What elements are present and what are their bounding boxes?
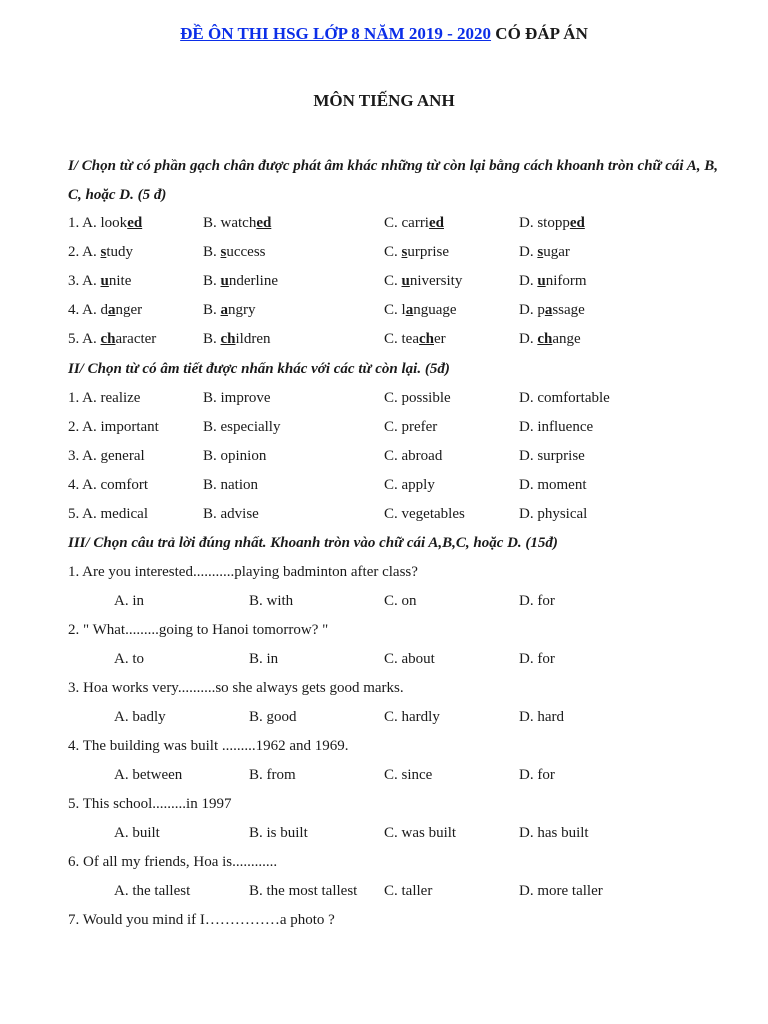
question-text: 6. Of all my friends, Hoa is............ [68, 854, 278, 870]
option-text: nger [115, 302, 143, 318]
underlined-part: ch [537, 331, 553, 347]
answer-option: B. opinion [203, 448, 267, 464]
option-text: ildren [235, 331, 271, 347]
options-row [114, 877, 714, 906]
underlined-part: s [401, 244, 408, 260]
option-text: 1. A. look [68, 215, 128, 231]
answer-option: D. for [519, 651, 555, 667]
answer-option: C. taller [384, 883, 433, 899]
answer-option: D. hard [519, 709, 564, 725]
answer-option [519, 325, 581, 354]
options-row [114, 587, 714, 616]
option-text: D. p [519, 302, 545, 318]
option-text: D. [519, 273, 538, 289]
answer-option: C. possible [384, 390, 451, 406]
answer-option: C. was built [384, 825, 457, 841]
option-text: urprise [407, 244, 450, 260]
underlined-part: ch [220, 331, 236, 347]
option-text: B. [203, 331, 221, 347]
subject-title: MÔN TIẾNG ANH [313, 91, 455, 110]
answer-option: C. about [384, 651, 435, 667]
option-text: uccess [226, 244, 266, 260]
answer-option: D. surprise [519, 448, 585, 464]
answer-option: 2. A. important [68, 419, 159, 435]
answer-option: B. the most tallest [249, 883, 358, 899]
answer-option: 1. A. realize [68, 390, 141, 406]
answer-option: A. badly [114, 709, 166, 725]
option-text: C. [384, 244, 402, 260]
option-text: D. [519, 244, 538, 260]
answer-option [384, 238, 449, 267]
section2-row [68, 442, 748, 471]
option-text: ngry [228, 302, 256, 318]
option-text: tudy [106, 244, 134, 260]
options-row [114, 703, 714, 732]
answer-option: C. prefer [384, 419, 438, 435]
answer-option: C. abroad [384, 448, 443, 464]
option-text: aracter [115, 331, 157, 347]
answer-option: C. on [384, 593, 417, 609]
option-text: niform [545, 273, 587, 289]
underlined-part: ch [419, 331, 434, 347]
answer-option: B. good [249, 709, 297, 725]
option-text: D. stopp [519, 215, 570, 231]
section2-row [68, 384, 748, 413]
answer-option: D. for [519, 767, 555, 783]
answer-option [384, 296, 457, 325]
question-text: 3. Hoa works very..........so she always gets good marks. [68, 680, 404, 696]
answer-option: C. hardly [384, 709, 440, 725]
underlined-part: u [220, 273, 229, 289]
answer-option: A. in [114, 593, 144, 609]
options-row [114, 645, 714, 674]
underlined-part: ed [428, 215, 444, 231]
answer-option: A. to [114, 651, 144, 667]
option-text: B. [203, 302, 221, 318]
answer-option [203, 238, 266, 267]
option-text: B. [203, 244, 221, 260]
section2-heading: II/ Chọn từ có âm tiết được nhấn khác với các từ còn lại. (5đ) [68, 361, 450, 377]
answer-option [68, 296, 142, 325]
answer-option: 5. A. medical [68, 506, 148, 522]
answer-option [68, 267, 131, 296]
option-text: nguage [413, 302, 457, 318]
answer-option [384, 325, 446, 354]
section3-heading: III/ Chọn câu trả lời đúng nhất. Khoanh tròn vào chữ cái A,B,C, hoặc D. (15đ) [68, 535, 558, 551]
underlined-part: ed [127, 215, 143, 231]
answer-option [68, 209, 142, 238]
option-text: 2. A. [68, 244, 101, 260]
answer-option: D. more taller [519, 883, 603, 899]
option-text: nderline [228, 273, 279, 289]
answer-option: B. advise [203, 506, 259, 522]
underlined-part: ed [569, 215, 585, 231]
answer-option: A. the tallest [114, 883, 191, 899]
underlined-part: a [108, 302, 116, 318]
answer-option [384, 267, 462, 296]
option-text: 5. A. [68, 331, 101, 347]
answer-option: 4. A. comfort [68, 477, 148, 493]
answer-option: D. for [519, 593, 555, 609]
underlined-part: u [401, 273, 410, 289]
answer-option: B. is built [249, 825, 308, 841]
answer-option [384, 209, 444, 238]
option-text: nite [108, 273, 132, 289]
section1-row [68, 296, 748, 325]
answer-option: D. influence [519, 419, 594, 435]
option-text: er [434, 331, 446, 347]
section1-row [68, 267, 748, 296]
document-title [0, 24, 768, 44]
underlined-part: ed [256, 215, 272, 231]
answer-option [68, 325, 156, 354]
answer-option [519, 296, 585, 325]
option-text: D. [519, 331, 538, 347]
underlined-part: a [544, 302, 553, 318]
underlined-part: ch [100, 331, 116, 347]
answer-option: B. in [249, 651, 279, 667]
option-text: B. watch [203, 215, 257, 231]
title-suffix: CÓ ĐÁP ÁN [495, 24, 588, 43]
options-row [114, 761, 714, 790]
answer-option: B. especially [203, 419, 281, 435]
answer-option [203, 209, 271, 238]
question-text: 5. This school.........in 1997 [68, 796, 232, 812]
underlined-part: s [100, 244, 107, 260]
question-text: 7. Would you mind if I……………a photo ? [68, 912, 335, 928]
answer-option: D. moment [519, 477, 587, 493]
section1-row [68, 238, 748, 267]
option-text: C. carri [384, 215, 429, 231]
underlined-part: s [220, 244, 227, 260]
answer-option [519, 267, 587, 296]
answer-option [203, 267, 278, 296]
answer-option: B. nation [203, 477, 258, 493]
options-row [114, 819, 714, 848]
question-text: 1. Are you interested...........playing badminton after class? [68, 564, 418, 580]
option-text: niversity [409, 273, 463, 289]
option-text: C. tea [384, 331, 419, 347]
answer-option [203, 296, 256, 325]
underlined-part: a [405, 302, 414, 318]
question-text: 2. " What.........going to Hanoi tomorrow? " [68, 622, 329, 638]
answer-option [68, 238, 133, 267]
underlined-part: u [537, 273, 546, 289]
option-text: ssage [552, 302, 585, 318]
answer-option [203, 325, 271, 354]
answer-option: B. from [249, 767, 296, 783]
option-text: C. [384, 273, 402, 289]
answer-option: C. apply [384, 477, 435, 493]
answer-option: D. comfortable [519, 390, 610, 406]
title-link[interactable]: ĐỀ ÔN THI HSG LỚP 8 NĂM 2019 - 2020 [180, 24, 492, 43]
section2-row [68, 471, 748, 500]
section2-row [68, 500, 748, 529]
answer-option: A. between [114, 767, 183, 783]
question-text: 4. The building was built .........1962 and 1969. [68, 738, 349, 754]
answer-option: 3. A. general [68, 448, 145, 464]
option-text: 3. A. [68, 273, 101, 289]
answer-option [519, 209, 585, 238]
underlined-part: a [220, 302, 229, 318]
section1-heading: I/ Chọn từ có phần gạch chân được phát âm khác những từ còn lại bằng cách khoanh tròn chữ cái A, B, C, hoặc D. (5 đ) [68, 158, 719, 203]
answer-option: A. built [114, 825, 160, 841]
answer-option: B. improve [203, 390, 271, 406]
answer-option: C. vegetables [384, 506, 465, 522]
section1-row [68, 325, 748, 354]
option-text: C. l [384, 302, 406, 318]
underlined-part: u [100, 273, 109, 289]
option-text: B. [203, 273, 221, 289]
underlined-part: s [537, 244, 544, 260]
option-text: ugar [543, 244, 570, 260]
answer-option: D. has built [519, 825, 589, 841]
section1-row [68, 209, 748, 238]
option-text: ange [552, 331, 581, 347]
answer-option: B. with [249, 593, 294, 609]
option-text: 4. A. d [68, 302, 109, 318]
answer-option: C. since [384, 767, 433, 783]
answer-option [519, 238, 570, 267]
answer-option: D. physical [519, 506, 588, 522]
section2-row [68, 413, 748, 442]
